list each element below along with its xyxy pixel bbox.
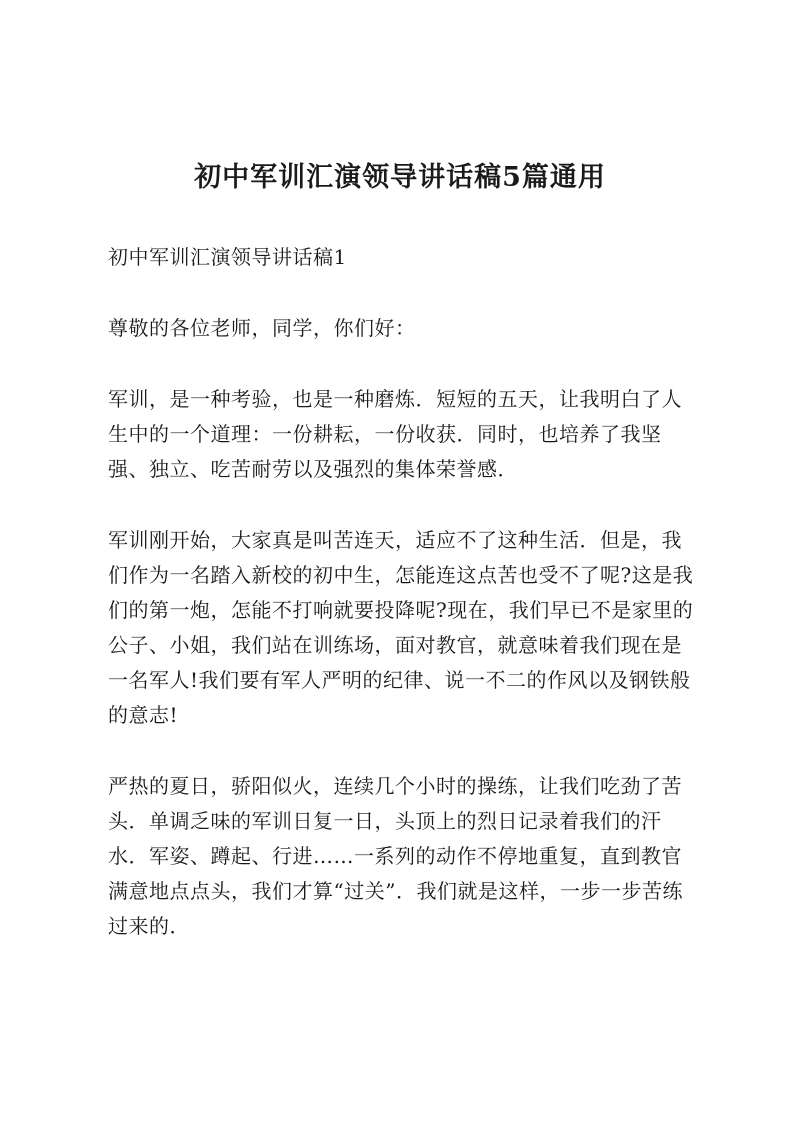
document-body	[108, 240, 698, 980]
document-title: 初中军训汇演领导讲话稿5篇通用	[194, 162, 606, 193]
body-paragraph-2: 军训刚开始，大家真是叫苦连天，适应不了这种生活．但是，我们作为一名踏入新校的初中生，怎能连这点苦也受不了呢?这是我们的第一炮，怎能不打响就要投降呢?现在，我们早已不是家里的公子、小姐，我们站在训练场，面对教官，就意味着我们现在是一名军人!我们要有军人严明的纪律、说一不二的作风以及钢铁般的意志!	[108, 528, 694, 727]
section-heading: 初中军训汇演领导讲话稿1	[108, 245, 347, 269]
body-paragraph-3: 严热的夏日，骄阳似火，连续几个小时的操练，让我们吃劲了苦头．单调乏味的军训日复一日，头顶上的烈日记录着我们的汗水．军姿、蹲起、行进……一系列的动作不停地重复，直到教官满意地点点头，我们才算“过关”．我们就是这样，一步一步苦练过来的．	[108, 774, 683, 938]
greeting-line: 尊敬的各位老师，同学，你们好：	[108, 316, 416, 340]
body-paragraph-1: 军训，是一种考验，也是一种磨炼．短短的五天，让我明白了人生中的一个道理：一份耕耘，一份收获．同时，也培养了我坚强、独立、吃苦耐劳以及强烈的集体荣誉感．	[108, 387, 682, 481]
